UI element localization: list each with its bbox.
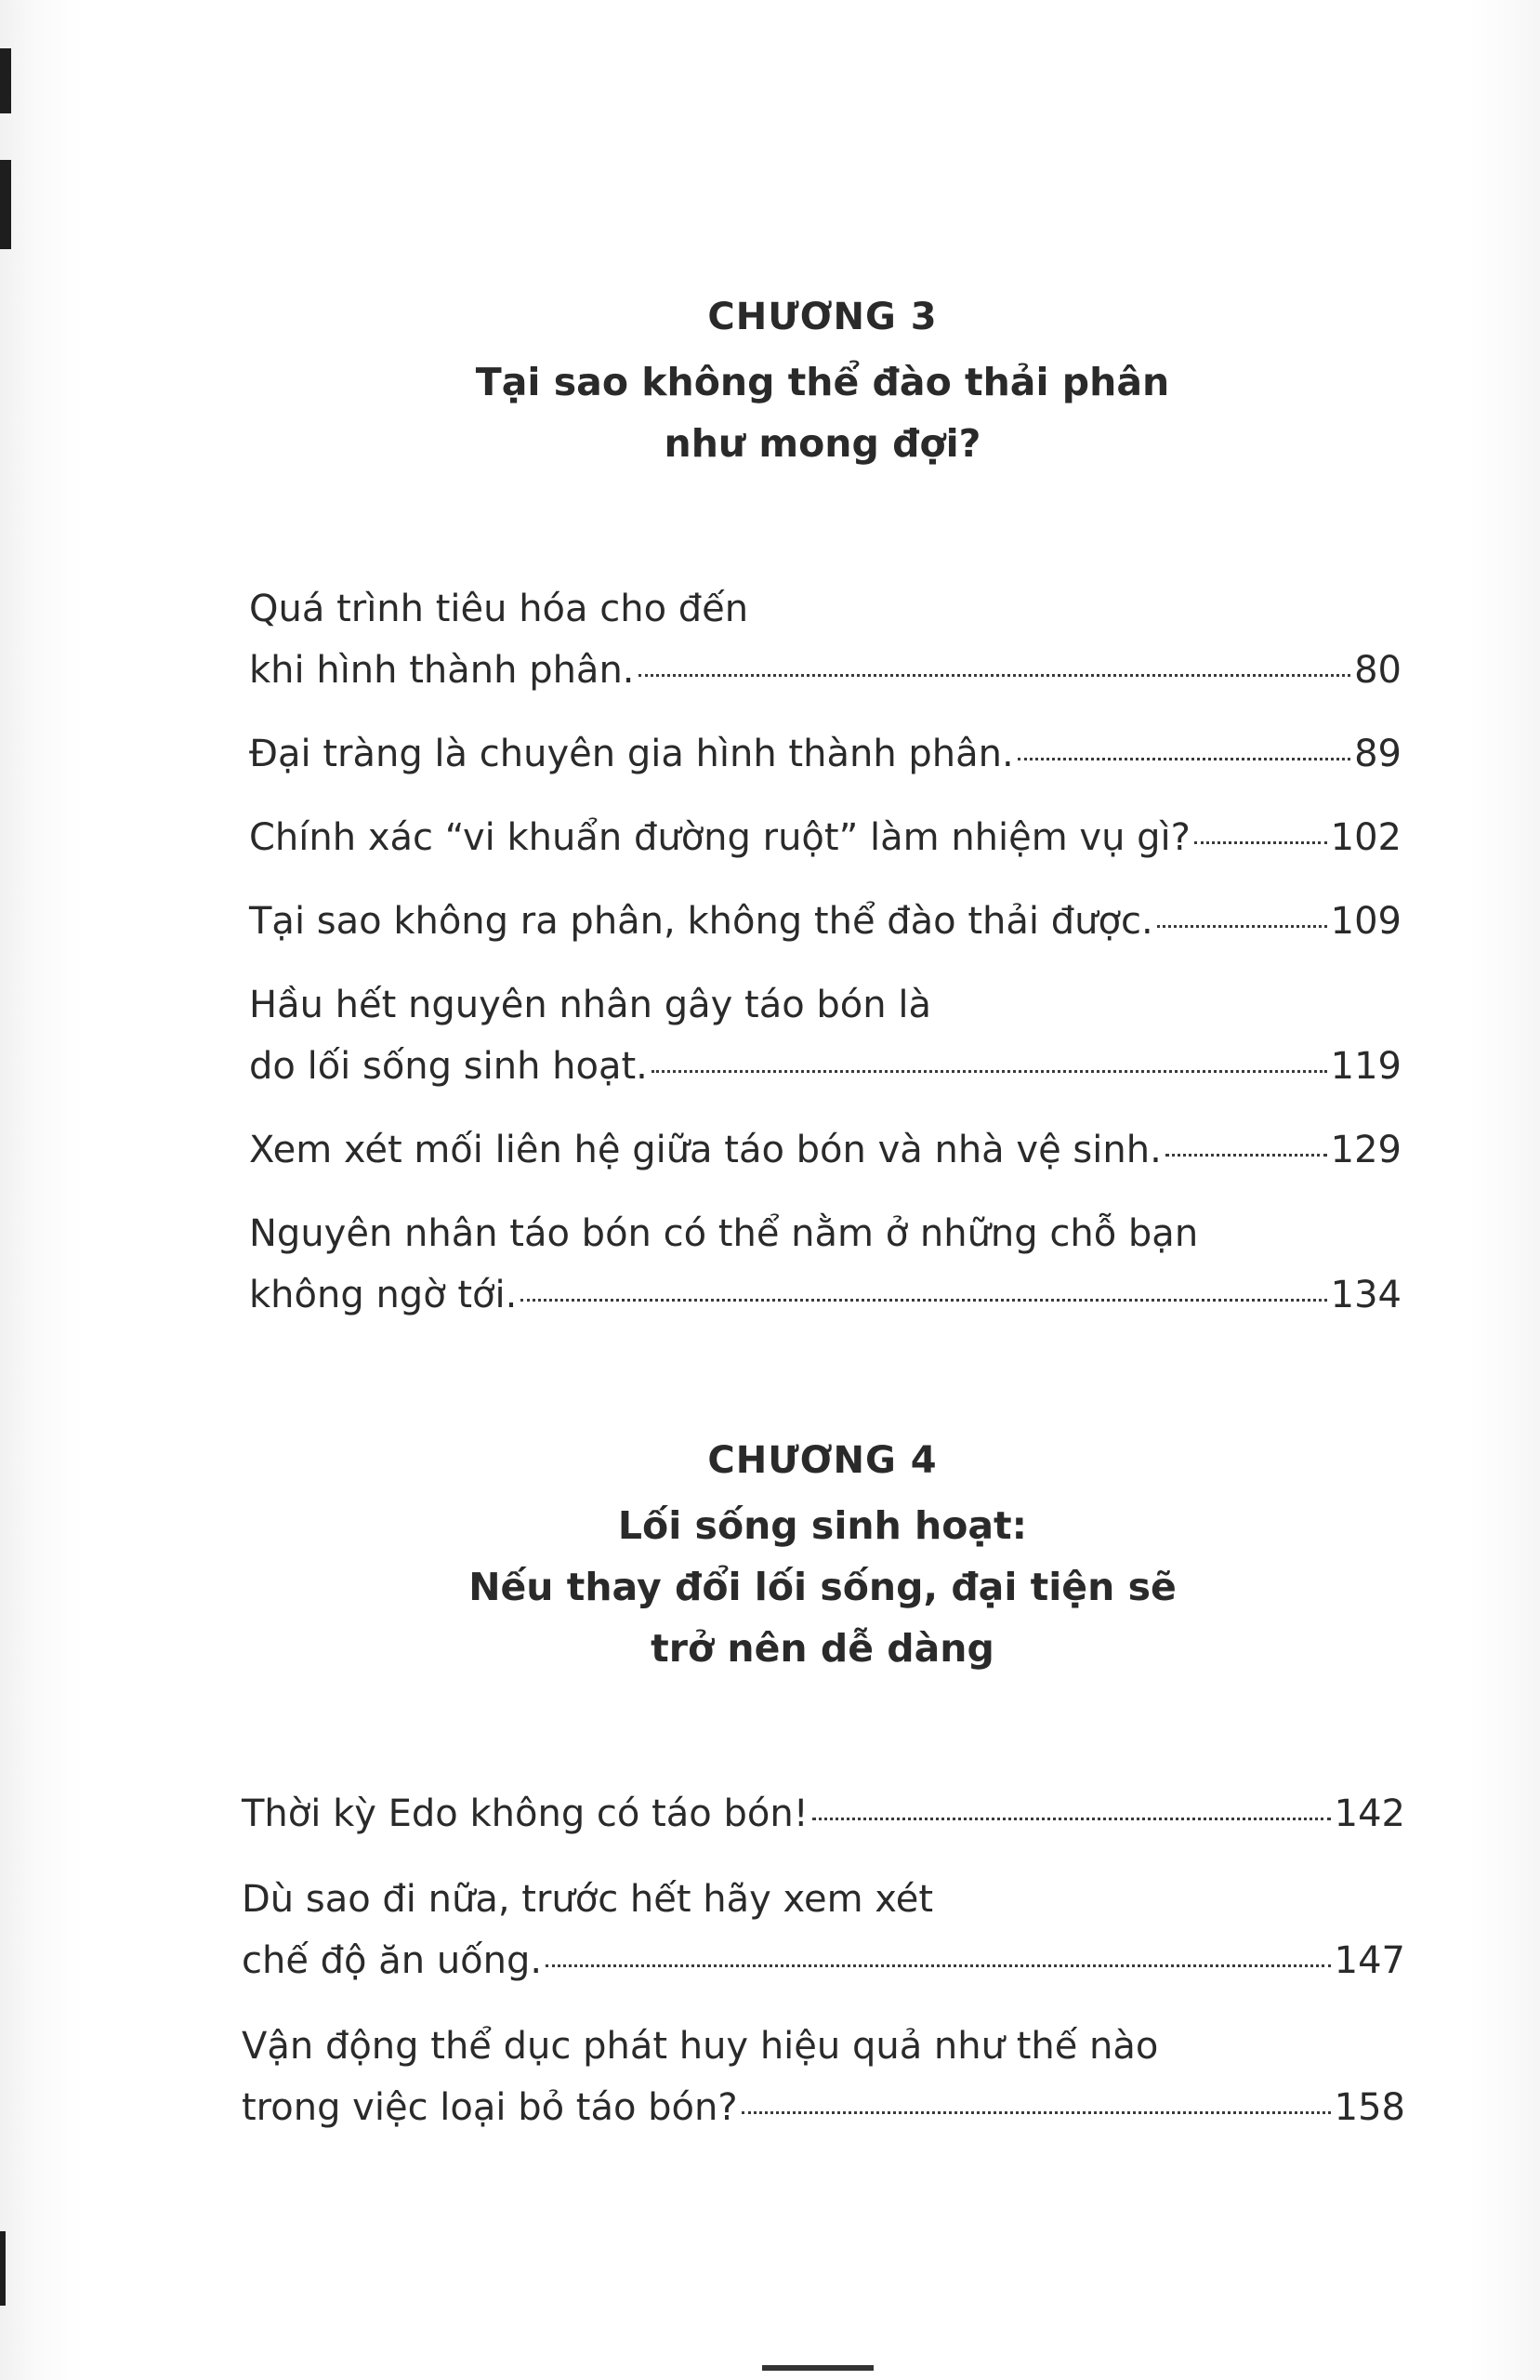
- toc-entry-text: không ngờ tới.: [249, 1274, 518, 1316]
- toc-entry[interactable]: [249, 807, 1402, 868]
- chapter-3-heading: [307, 296, 1338, 474]
- chapter-4-title-line3: trở nên dễ dàng: [651, 1626, 994, 1671]
- toc-page-number: 119: [1330, 1045, 1402, 1088]
- toc-page-number: 142: [1334, 1792, 1405, 1835]
- chapter-4-toc: [242, 1783, 1405, 2138]
- facing-page-edge-mark: [0, 48, 11, 113]
- toc-page-number: 134: [1330, 1274, 1402, 1316]
- dot-leader: [1157, 925, 1327, 928]
- dot-leader: [742, 2111, 1331, 2114]
- toc-entry-text: khi hình thành phân.: [249, 649, 635, 692]
- chapter-4-title: [307, 1495, 1338, 1679]
- toc-entry-text: Thời kỳ Edo không có táo bón!: [242, 1792, 809, 1835]
- toc-page-number: 89: [1354, 733, 1402, 775]
- chapter-3-label: CHƯƠNG 3: [707, 296, 938, 338]
- toc-page-number: 102: [1330, 816, 1402, 859]
- toc-entry-line1: Nguyên nhân táo bón có thể nằm ở những chỗ bạn: [249, 1212, 1199, 1255]
- toc-entry[interactable]: [249, 1119, 1402, 1181]
- dot-leader: [520, 1299, 1326, 1302]
- facing-page-edge-mark: [0, 2231, 6, 2306]
- dot-leader: [1165, 1154, 1327, 1157]
- dot-leader: [638, 674, 1351, 677]
- toc-page-number: 158: [1334, 2086, 1405, 2129]
- toc-entry-text: trong việc loại bỏ táo bón?: [242, 2086, 738, 2129]
- toc-entry-text: do lối sống sinh hoạt.: [249, 1045, 648, 1088]
- chapter-4-heading: [307, 1439, 1338, 1679]
- toc-entry-text: chế độ ăn uống.: [242, 1939, 543, 1982]
- toc-entry-line1: Vận động thể dục phát huy hiệu quả như thế nào: [242, 2025, 1159, 2068]
- toc-entry-line1: Quá trình tiêu hóa cho đến: [249, 588, 749, 630]
- chapter-4-title-line1: Lối sống sinh hoạt:: [617, 1503, 1028, 1548]
- toc-entry[interactable]: [249, 578, 1402, 701]
- toc-entry-line1: Dù sao đi nữa, trước hết hãy xem xét: [242, 1878, 934, 1921]
- dot-leader: [652, 1070, 1327, 1073]
- chapter-3-title: [307, 351, 1338, 474]
- toc-entry-line1: Hầu hết nguyên nhân gây táo bón là: [249, 984, 931, 1026]
- dot-leader: [546, 1964, 1331, 1967]
- toc-entry[interactable]: [249, 723, 1402, 785]
- facing-page-edge-mark: [0, 160, 11, 249]
- toc-entry[interactable]: [249, 891, 1402, 952]
- chapter-3-title-line1: Tại sao không thể đào thải phân: [475, 360, 1170, 404]
- chapter-3-toc: [249, 578, 1402, 1326]
- dot-leader: [1194, 841, 1327, 844]
- toc-page-number: 147: [1334, 1939, 1405, 1982]
- toc-page-number: 80: [1354, 649, 1402, 692]
- dot-leader: [1018, 758, 1350, 760]
- chapter-4-label: CHƯƠNG 4: [707, 1439, 938, 1482]
- chapter-4-title-line2: Nếu thay đổi lối sống, đại tiện sẽ: [468, 1565, 1177, 1609]
- toc-entry-text: Xem xét mối liên hệ giữa táo bón và nhà vệ sinh.: [249, 1129, 1162, 1171]
- toc-entry[interactable]: [242, 1869, 1405, 1991]
- toc-entry[interactable]: [249, 974, 1402, 1097]
- page-bottom-mark: [762, 2365, 874, 2371]
- dot-leader: [812, 1818, 1331, 1820]
- toc-page-number: 109: [1330, 900, 1402, 943]
- toc-page-number: 129: [1330, 1129, 1402, 1171]
- toc-entry-text: Tại sao không ra phân, không thể đào thải được.: [249, 900, 1153, 943]
- chapter-3-title-line2: như mong đợi?: [664, 421, 981, 466]
- toc-entry-text: Chính xác “vi khuẩn đường ruột” làm nhiệm vụ gì?: [249, 816, 1191, 859]
- toc-entry-text: Đại tràng là chuyên gia hình thành phân.: [249, 733, 1014, 775]
- toc-entry[interactable]: [242, 2016, 1405, 2138]
- toc-entry[interactable]: [249, 1203, 1402, 1326]
- toc-entry[interactable]: [242, 1783, 1405, 1844]
